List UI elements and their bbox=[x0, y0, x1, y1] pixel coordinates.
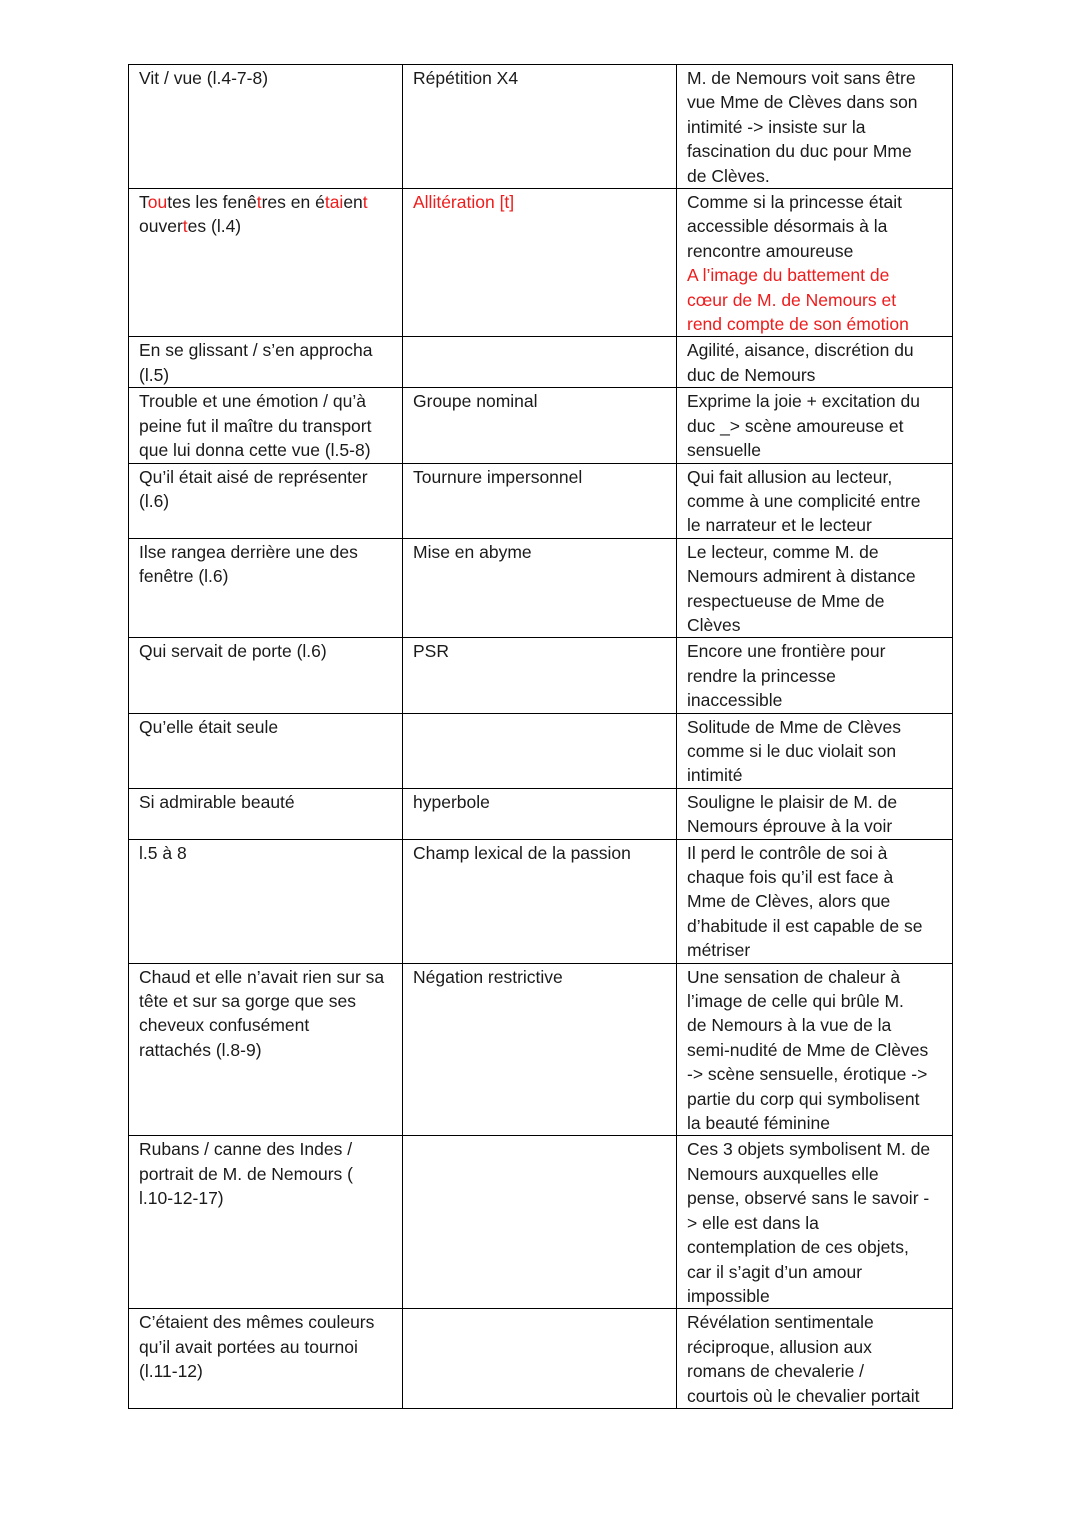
highlighted-text: Allitération [t] bbox=[413, 192, 515, 213]
cell-text-line bbox=[687, 363, 943, 387]
text-segment: partie du corp qui symbolisent bbox=[687, 1088, 920, 1109]
cell-text-line bbox=[687, 1013, 943, 1037]
text-segment: de Nemours à la vue de la bbox=[687, 1015, 892, 1036]
table-row bbox=[129, 713, 953, 788]
cell-text-line bbox=[687, 1284, 943, 1308]
cell-text-line bbox=[687, 288, 943, 312]
procede-cell bbox=[403, 638, 677, 713]
text-segment: que lui donna cette vue (l.5-8) bbox=[139, 440, 371, 461]
text-segment: Si admirable beauté bbox=[139, 791, 295, 812]
text-segment: es (l.4) bbox=[187, 216, 242, 237]
cell-text-line bbox=[139, 465, 393, 489]
text-segment: Champ lexical de la passion bbox=[413, 842, 631, 863]
cell-text-line bbox=[687, 814, 943, 838]
text-segment: Agilité, aisance, discrétion du bbox=[687, 340, 914, 361]
text-segment: fenêtre (l.6) bbox=[139, 566, 229, 587]
cell-text-line bbox=[139, 1013, 393, 1037]
procede-cell bbox=[403, 1136, 677, 1309]
text-segment: Mise en abyme bbox=[413, 541, 532, 562]
text-segment: le narrateur et le lecteur bbox=[687, 515, 872, 536]
text-segment: pense, observé sans le savoir - bbox=[687, 1188, 930, 1209]
cell-text-line bbox=[687, 414, 943, 438]
table-row bbox=[129, 839, 953, 963]
interpretation-cell bbox=[677, 189, 953, 337]
cell-text-line bbox=[687, 164, 943, 188]
quotation-cell bbox=[129, 189, 403, 337]
text-segment: Qu’il était aisé de représenter bbox=[139, 466, 368, 487]
interpretation-cell bbox=[677, 1136, 953, 1309]
highlighted-text: t bbox=[256, 192, 262, 213]
text-segment: Nemours admirent à distance bbox=[687, 566, 916, 587]
table-row bbox=[129, 538, 953, 638]
text-segment: fascination du duc pour Mme bbox=[687, 141, 912, 162]
cell-text-line bbox=[687, 540, 943, 564]
quotation-cell bbox=[129, 1136, 403, 1309]
cell-text-line bbox=[139, 1335, 393, 1359]
cell-text-line bbox=[687, 1235, 943, 1259]
quotation-cell bbox=[129, 337, 403, 388]
cell-text-line bbox=[687, 115, 943, 139]
text-segment: (l.11-12) bbox=[139, 1361, 203, 1382]
cell-text-line bbox=[139, 639, 393, 663]
text-segment: (l.6) bbox=[139, 490, 170, 511]
table-row bbox=[129, 788, 953, 839]
text-segment: Solitude de Mme de Clèves bbox=[687, 716, 901, 737]
interpretation-cell bbox=[677, 788, 953, 839]
text-segment: ouver bbox=[139, 216, 183, 237]
cell-text-line bbox=[413, 66, 667, 90]
cell-text-line bbox=[139, 338, 393, 362]
highlighted-text: tai bbox=[324, 192, 344, 213]
highlighted-text: A l’image du battement de bbox=[687, 265, 890, 286]
cell-text-line bbox=[687, 790, 943, 814]
cell-text-line bbox=[687, 688, 943, 712]
text-segment: Il perd le contrôle de soi à bbox=[687, 842, 888, 863]
cell-text-line bbox=[139, 790, 393, 814]
text-segment: romans de chevalerie / bbox=[687, 1361, 865, 1382]
interpretation-cell bbox=[677, 963, 953, 1136]
highlighted-text: t bbox=[362, 192, 368, 213]
cell-text-line bbox=[687, 938, 943, 962]
text-segment: accessible désormais à la bbox=[687, 216, 888, 237]
quotation-cell bbox=[129, 463, 403, 538]
cell-text-line bbox=[139, 214, 393, 238]
table-row bbox=[129, 65, 953, 189]
text-segment: T bbox=[139, 192, 148, 213]
table-row bbox=[129, 337, 953, 388]
text-segment: Le lecteur, comme M. de bbox=[687, 541, 879, 562]
text-segment: Une sensation de chaleur à bbox=[687, 966, 901, 987]
text-segment: Trouble et une émotion / qu’à bbox=[139, 391, 366, 412]
text-segment: Chaud et elle n’avait rien sur sa bbox=[139, 966, 385, 987]
text-segment: Qu’elle était seule bbox=[139, 716, 279, 737]
text-segment: la beauté féminine bbox=[687, 1113, 831, 1134]
interpretation-cell bbox=[677, 713, 953, 788]
cell-text-line bbox=[139, 540, 393, 564]
cell-text-line bbox=[687, 513, 943, 537]
text-segment: semi-nudité de Mme de Clèves bbox=[687, 1039, 929, 1060]
cell-text-line bbox=[687, 1111, 943, 1135]
cell-text-line bbox=[413, 639, 667, 663]
procede-cell bbox=[403, 388, 677, 463]
cell-text-line bbox=[413, 190, 667, 214]
cell-text-line bbox=[687, 312, 943, 336]
cell-text-line bbox=[413, 389, 667, 413]
cell-text-line bbox=[139, 1310, 393, 1334]
cell-text-line bbox=[413, 790, 667, 814]
table-row bbox=[129, 1309, 953, 1409]
analysis-table-body bbox=[129, 65, 953, 1409]
text-segment: hyperbole bbox=[413, 791, 490, 812]
text-segment: Souligne le plaisir de M. de bbox=[687, 791, 898, 812]
text-segment: En se glissant / s’en approcha bbox=[139, 340, 373, 361]
cell-text-line bbox=[687, 1062, 943, 1086]
text-segment: de Clèves. bbox=[687, 165, 770, 186]
procede-cell bbox=[403, 189, 677, 337]
cell-text-line bbox=[687, 1335, 943, 1359]
cell-text-line bbox=[687, 190, 943, 214]
cell-text-line bbox=[687, 263, 943, 287]
cell-text-line bbox=[139, 965, 393, 989]
cell-text-line bbox=[413, 540, 667, 564]
text-segment: duc _> scène amoureuse et bbox=[687, 415, 904, 436]
text-segment: tête et sur sa gorge que ses bbox=[139, 991, 356, 1012]
text-segment: en bbox=[343, 192, 363, 213]
text-segment: (l.5) bbox=[139, 364, 170, 385]
text-segment: Révélation sentimentale bbox=[687, 1312, 874, 1333]
analysis-table bbox=[128, 64, 953, 1409]
text-segment: Rubans / canne des Indes / bbox=[139, 1139, 353, 1160]
quotation-cell bbox=[129, 65, 403, 189]
procede-cell bbox=[403, 788, 677, 839]
cell-text-line bbox=[687, 338, 943, 362]
text-segment: courtois où le chevalier portait bbox=[687, 1385, 920, 1406]
text-segment: Répétition X4 bbox=[413, 68, 519, 88]
cell-text-line bbox=[413, 965, 667, 989]
cell-text-line bbox=[687, 889, 943, 913]
cell-text-line bbox=[413, 841, 667, 865]
text-segment: l.5 à 8 bbox=[139, 842, 187, 863]
procede-cell bbox=[403, 713, 677, 788]
text-segment: C’étaient des mêmes couleurs bbox=[139, 1312, 375, 1333]
text-segment: métriser bbox=[687, 940, 751, 961]
text-segment: intimité -> insiste sur la bbox=[687, 116, 866, 137]
quotation-cell bbox=[129, 788, 403, 839]
cell-text-line bbox=[687, 90, 943, 114]
text-segment: Tournure impersonnel bbox=[413, 466, 583, 487]
interpretation-cell bbox=[677, 538, 953, 638]
text-segment: d’habitude il est capable de se bbox=[687, 915, 923, 936]
text-segment: M. de Nemours voit sans être bbox=[687, 68, 916, 88]
cell-text-line bbox=[687, 214, 943, 238]
cell-text-line bbox=[687, 1186, 943, 1210]
procede-cell bbox=[403, 65, 677, 189]
cell-text-line bbox=[139, 438, 393, 462]
cell-text-line bbox=[687, 438, 943, 462]
text-segment: Mme de Clèves, alors que bbox=[687, 891, 891, 912]
cell-text-line bbox=[687, 841, 943, 865]
procede-cell bbox=[403, 538, 677, 638]
text-segment: sensuelle bbox=[687, 440, 761, 461]
table-row bbox=[129, 963, 953, 1136]
cell-text-line bbox=[139, 1186, 393, 1210]
cell-text-line bbox=[139, 1038, 393, 1062]
text-segment: respectueuse de Mme de bbox=[687, 590, 885, 611]
text-segment: Clèves bbox=[687, 614, 741, 635]
quotation-cell bbox=[129, 1309, 403, 1409]
text-segment: -> scène sensuelle, érotique -> bbox=[687, 1064, 928, 1085]
cell-text-line bbox=[687, 865, 943, 889]
cell-text-line bbox=[139, 1162, 393, 1186]
cell-text-line bbox=[687, 489, 943, 513]
quotation-cell bbox=[129, 638, 403, 713]
quotation-cell bbox=[129, 713, 403, 788]
text-segment: rendre la princesse bbox=[687, 665, 836, 686]
cell-text-line bbox=[687, 1211, 943, 1235]
text-segment: rattachés (l.8-9) bbox=[139, 1039, 262, 1060]
cell-text-line bbox=[413, 465, 667, 489]
cell-text-line bbox=[687, 1038, 943, 1062]
text-segment: rencontre amoureuse bbox=[687, 240, 854, 261]
text-segment: qu’il avait portées au tournoi bbox=[139, 1336, 358, 1357]
cell-text-line bbox=[687, 715, 943, 739]
text-segment: Qui servait de porte (l.6) bbox=[139, 641, 327, 662]
cell-text-line bbox=[687, 1359, 943, 1383]
cell-text-line bbox=[687, 914, 943, 938]
cell-text-line bbox=[687, 465, 943, 489]
text-segment: comme si le duc violait son bbox=[687, 740, 897, 761]
text-segment: réciproque, allusion aux bbox=[687, 1336, 872, 1357]
text-segment: inaccessible bbox=[687, 690, 783, 711]
cell-text-line bbox=[687, 589, 943, 613]
procede-cell bbox=[403, 963, 677, 1136]
text-segment: l.10-12-17) bbox=[139, 1188, 224, 1209]
cell-text-line bbox=[687, 965, 943, 989]
table-row bbox=[129, 638, 953, 713]
cell-text-line bbox=[687, 564, 943, 588]
text-segment: Groupe nominal bbox=[413, 391, 538, 412]
text-segment: Nemours éprouve à la voir bbox=[687, 816, 893, 837]
procede-cell bbox=[403, 463, 677, 538]
interpretation-cell bbox=[677, 463, 953, 538]
procede-cell bbox=[403, 839, 677, 963]
interpretation-cell bbox=[677, 388, 953, 463]
text-segment: Négation restrictive bbox=[413, 966, 563, 987]
interpretation-cell bbox=[677, 337, 953, 388]
text-segment: car il s’agit d’un amour bbox=[687, 1261, 863, 1282]
cell-text-line bbox=[687, 1162, 943, 1186]
text-segment: Exprime la joie + excitation du bbox=[687, 391, 920, 412]
interpretation-cell bbox=[677, 1309, 953, 1409]
text-segment: Encore une frontière pour bbox=[687, 641, 886, 662]
highlighted-text: ou bbox=[147, 192, 168, 213]
cell-text-line bbox=[139, 414, 393, 438]
cell-text-line bbox=[687, 664, 943, 688]
quotation-cell bbox=[129, 963, 403, 1136]
text-segment: duc de Nemours bbox=[687, 364, 816, 385]
text-segment: res en é bbox=[261, 192, 325, 213]
table-row bbox=[129, 1136, 953, 1309]
text-segment: portrait de M. de Nemours ( bbox=[139, 1163, 353, 1184]
text-segment: > elle est dans la bbox=[687, 1212, 819, 1233]
cell-text-line bbox=[687, 239, 943, 263]
cell-text-line bbox=[139, 715, 393, 739]
interpretation-cell bbox=[677, 638, 953, 713]
cell-text-line bbox=[687, 139, 943, 163]
text-segment: chaque fois qu’il est face à bbox=[687, 867, 894, 887]
cell-text-line bbox=[139, 190, 393, 214]
cell-text-line bbox=[139, 564, 393, 588]
highlighted-text: cœur de M. de Nemours et bbox=[687, 289, 897, 310]
table-row bbox=[129, 463, 953, 538]
text-segment: Nemours auxquelles elle bbox=[687, 1163, 879, 1184]
cell-text-line bbox=[139, 363, 393, 387]
cell-text-line bbox=[139, 1359, 393, 1383]
cell-text-line bbox=[687, 739, 943, 763]
text-segment: l’image de celle qui brûle M. bbox=[687, 991, 904, 1012]
table-row bbox=[129, 189, 953, 337]
cell-text-line bbox=[687, 1137, 943, 1161]
quotation-cell bbox=[129, 538, 403, 638]
highlighted-text: rend compte de son émotion bbox=[687, 314, 909, 335]
cell-text-line bbox=[687, 1310, 943, 1334]
cell-text-line bbox=[139, 1137, 393, 1161]
table-row bbox=[129, 388, 953, 463]
cell-text-line bbox=[139, 489, 393, 513]
procede-cell bbox=[403, 1309, 677, 1409]
cell-text-line bbox=[687, 389, 943, 413]
text-segment: cheveux confusément bbox=[139, 1015, 310, 1036]
cell-text-line bbox=[687, 1260, 943, 1284]
cell-text-line bbox=[687, 66, 943, 90]
text-segment: Qui fait allusion au lecteur, bbox=[687, 466, 893, 487]
text-segment: impossible bbox=[687, 1285, 770, 1306]
cell-text-line bbox=[687, 989, 943, 1013]
text-segment: comme à une complicité entre bbox=[687, 490, 921, 511]
interpretation-cell bbox=[677, 65, 953, 189]
cell-text-line bbox=[687, 1384, 943, 1408]
text-segment: intimité bbox=[687, 765, 743, 786]
cell-text-line bbox=[687, 1087, 943, 1111]
cell-text-line bbox=[139, 841, 393, 865]
text-segment: PSR bbox=[413, 641, 449, 662]
text-segment: Vit / vue (l.4-7-8) bbox=[139, 68, 269, 88]
text-segment: Ilse rangea derrière une des bbox=[139, 541, 358, 562]
cell-text-line bbox=[139, 989, 393, 1013]
cell-text-line bbox=[687, 639, 943, 663]
cell-text-line bbox=[687, 613, 943, 637]
text-segment: contemplation de ces objets, bbox=[687, 1237, 909, 1258]
text-segment: tes les fenê bbox=[167, 192, 257, 213]
text-segment: peine fut il maître du transport bbox=[139, 415, 372, 436]
cell-text-line bbox=[139, 389, 393, 413]
quotation-cell bbox=[129, 388, 403, 463]
quotation-cell bbox=[129, 839, 403, 963]
cell-text-line bbox=[687, 763, 943, 787]
text-segment: Ces 3 objets symbolisent M. de bbox=[687, 1139, 931, 1160]
text-segment: Comme si la princesse était bbox=[687, 192, 902, 213]
cell-text-line bbox=[139, 66, 393, 90]
highlighted-text: t bbox=[182, 216, 188, 237]
interpretation-cell bbox=[677, 839, 953, 963]
text-segment: vue Mme de Clèves dans son bbox=[687, 92, 918, 113]
procede-cell bbox=[403, 337, 677, 388]
